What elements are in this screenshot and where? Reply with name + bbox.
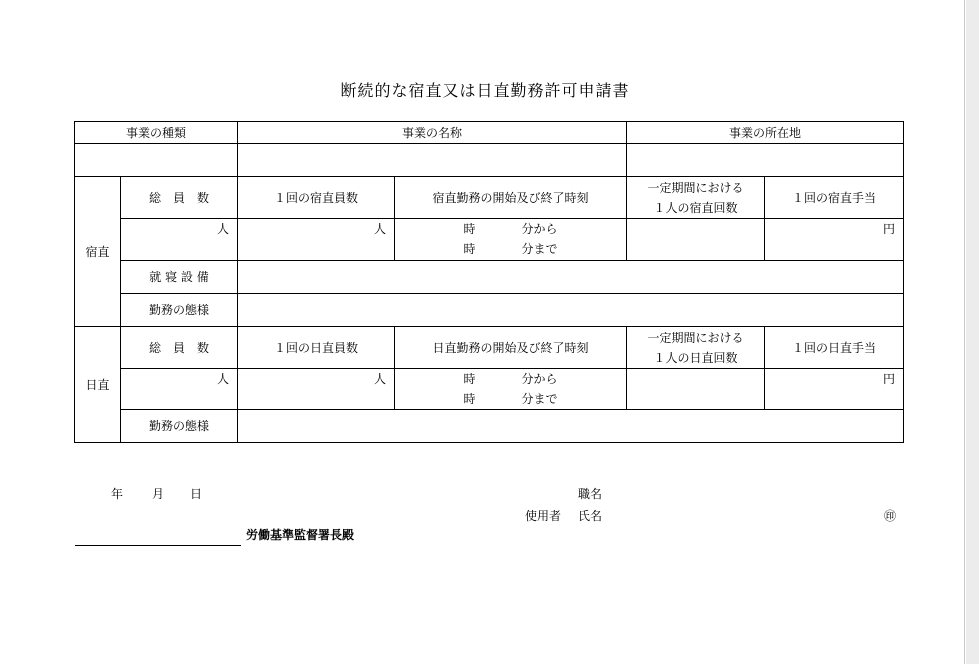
header-value-row	[75, 144, 904, 177]
night-work-form-field[interactable]	[238, 294, 904, 327]
night-allowance-header: １回の宿直手当	[765, 177, 904, 219]
night-period-count-field[interactable]	[627, 219, 765, 261]
page-edge	[964, 0, 965, 664]
unit-person: 人	[374, 372, 387, 386]
night-time-from: 時 分から	[463, 222, 558, 236]
night-sleeping-field[interactable]	[238, 261, 904, 294]
day-duty-label: 日直	[75, 327, 121, 443]
day-duty-value-row	[75, 369, 904, 410]
day-time-from: 時 分から	[463, 372, 558, 386]
day-per-shift-header: １回の日直員数	[238, 327, 395, 369]
day-period-count-header	[627, 327, 765, 369]
night-time-header: 宿直勤務の開始及び終了時刻	[395, 177, 627, 219]
day-duty-header-row	[75, 327, 904, 369]
day-time-header: 日直勤務の開始及び終了時刻	[395, 327, 627, 369]
day-total-staff-header: 総 員 数	[121, 327, 238, 369]
night-per-shift-field[interactable]	[238, 219, 395, 261]
name-label: 氏名	[578, 509, 603, 523]
day-work-form-row	[75, 410, 904, 443]
day-total-staff-field[interactable]	[121, 369, 238, 410]
day-period-count-line2: １人の日直回数	[653, 350, 738, 365]
night-time-to: 時 分まで	[463, 242, 558, 256]
day-period-count-line1: 一定期間における	[647, 330, 744, 345]
day-period-count-field[interactable]	[627, 369, 765, 410]
business-name-field[interactable]	[238, 144, 627, 177]
date-month-label: 月	[152, 487, 165, 501]
day-work-form-label: 勤務の態様	[121, 410, 238, 443]
night-total-staff-field[interactable]	[121, 219, 238, 261]
night-sleeping-label: 就 寝 設 備	[121, 261, 238, 294]
night-allowance-field[interactable]	[765, 219, 904, 261]
night-per-shift-header: １回の宿直員数	[238, 177, 395, 219]
night-period-count-header	[627, 177, 765, 219]
business-type-field[interactable]	[75, 144, 238, 177]
night-work-form-row	[75, 294, 904, 327]
application-form-table	[74, 121, 904, 443]
business-name-header: 事業の名称	[238, 122, 627, 144]
day-allowance-header: １回の日直手当	[765, 327, 904, 369]
day-work-form-field[interactable]	[238, 410, 904, 443]
day-time-to: 時 分まで	[463, 392, 558, 406]
unit-person: 人	[217, 372, 230, 386]
day-per-shift-field[interactable]	[238, 369, 395, 410]
day-time-field[interactable]	[395, 369, 627, 410]
night-sleeping-row	[75, 261, 904, 294]
night-total-staff-header: 総 員 数	[121, 177, 238, 219]
unit-yen: 円	[883, 372, 896, 386]
addressee-label: 労働基準監督署長殿	[246, 528, 355, 542]
unit-person: 人	[374, 222, 387, 236]
unit-person: 人	[217, 222, 230, 236]
employer-label: 使用者	[525, 509, 562, 523]
date-day-label: 日	[190, 487, 203, 501]
day-allowance-field[interactable]	[765, 369, 904, 410]
page-margin	[966, 0, 979, 664]
job-title-label: 職名	[578, 487, 603, 501]
business-location-header: 事業の所在地	[627, 122, 904, 144]
night-duty-header-row	[75, 177, 904, 219]
business-location-field[interactable]	[627, 144, 904, 177]
business-type-header: 事業の種類	[75, 122, 238, 144]
night-period-count-line1: 一定期間における	[647, 180, 744, 195]
header-row	[75, 122, 904, 144]
unit-yen: 円	[883, 222, 896, 236]
night-work-form-label: 勤務の態様	[121, 294, 238, 327]
night-period-count-line2: １人の宿直回数	[653, 200, 738, 215]
labor-office-name-field[interactable]	[75, 545, 241, 546]
night-duty-label: 宿直	[75, 177, 121, 327]
seal-icon: ㊞	[884, 509, 897, 523]
night-time-field[interactable]	[395, 219, 627, 261]
date-year-label: 年	[111, 487, 124, 501]
document-title: 断続的な宿直又は日直勤務許可申請書	[340, 81, 630, 100]
night-duty-value-row	[75, 219, 904, 261]
